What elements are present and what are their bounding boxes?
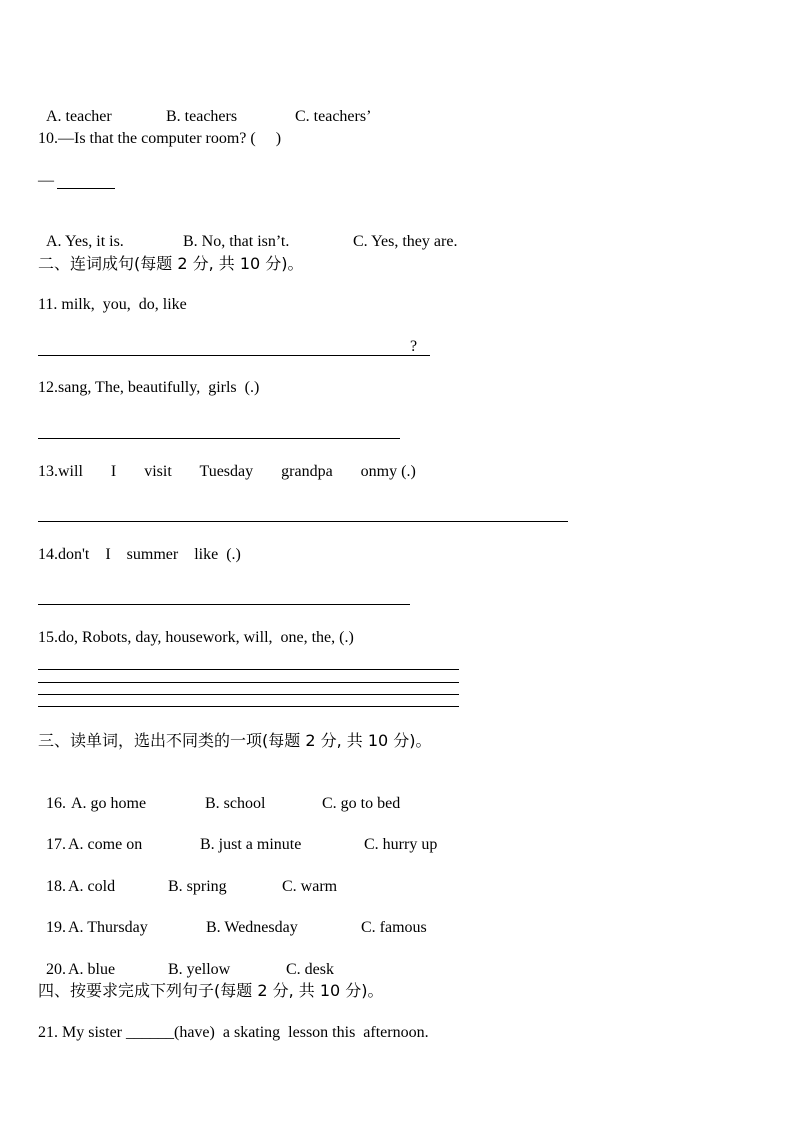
- q14-answer-line[interactable]: [38, 604, 410, 605]
- q10-option-b[interactable]: B. No, that isn’t.: [183, 233, 290, 250]
- q16-option-c[interactable]: C. go to bed: [322, 795, 401, 812]
- q17-option-a[interactable]: A. come on: [68, 836, 143, 853]
- q12-stem: 12.sang, The, beautifully, girls (.): [38, 379, 260, 396]
- q19-option-a[interactable]: A. Thursday: [68, 919, 148, 936]
- q12-answer-line[interactable]: [38, 438, 400, 439]
- section4-heading: 四、按要求完成下列句子(每题 2 分, 共 10 分)。: [38, 981, 384, 1000]
- q15-answer-line-2[interactable]: [38, 682, 459, 683]
- q19-option-b[interactable]: B. Wednesday: [206, 919, 298, 936]
- q21-blank[interactable]: ______: [126, 1024, 174, 1041]
- q21-after: (have) a skating lesson this afternoon.: [174, 1024, 429, 1041]
- q15-stem: 15.do, Robots, day, housework, will, one, the, (.): [38, 629, 354, 646]
- q10-option-c[interactable]: C. Yes, they are.: [353, 233, 458, 250]
- q13-stem: 13.will I visit Tuesday grandpa onmy (.): [38, 463, 416, 480]
- q18-number: 18.: [46, 878, 66, 895]
- q20-option-c[interactable]: C. desk: [286, 961, 334, 978]
- q17-option-b[interactable]: B. just a minute: [200, 836, 302, 853]
- q20-option-a[interactable]: A. blue: [68, 961, 116, 978]
- q17-number: 17.: [46, 836, 66, 853]
- q15-answer-line-1[interactable]: [38, 669, 459, 670]
- q10-answer-blank[interactable]: [57, 188, 115, 189]
- q18: [38, 857, 337, 897]
- q10-option-a[interactable]: A. Yes, it is.: [46, 233, 124, 250]
- q19: [38, 898, 427, 938]
- q9-option-c[interactable]: C. teachers’: [295, 108, 372, 125]
- q11-end-mark: ?: [410, 338, 418, 355]
- q16-option-b[interactable]: B. school: [205, 795, 266, 812]
- q15-answer-line-3[interactable]: [38, 694, 459, 695]
- q9-option-a[interactable]: A. teacher: [46, 108, 112, 125]
- q16: [38, 774, 400, 814]
- section3-heading: 三、读单词，选出不同类的一项(每题 2 分, 共 10 分)。: [38, 731, 432, 750]
- q17: [38, 815, 437, 855]
- q18-option-b[interactable]: B. spring: [168, 878, 227, 895]
- q11-stem: 11. milk, you, do, like: [38, 296, 187, 313]
- q10-stem: 10.—Is that the computer room? ( ): [38, 130, 282, 147]
- q21-before: 21. My sister: [38, 1024, 126, 1041]
- q19-option-c[interactable]: C. famous: [361, 919, 427, 936]
- q20: [38, 940, 334, 980]
- q19-number: 19.: [46, 919, 66, 936]
- section2-heading: 二、连词成句(每题 2 分, 共 10 分)。: [38, 254, 304, 273]
- q9-options: [38, 87, 371, 127]
- q16-option-a[interactable]: A. go home: [71, 795, 147, 812]
- q18-option-c[interactable]: C. warm: [282, 878, 338, 895]
- q14-stem: 14.don't I summer like (.): [38, 546, 241, 563]
- q18-option-a[interactable]: A. cold: [68, 878, 116, 895]
- q20-option-b[interactable]: B. yellow: [168, 961, 231, 978]
- q13-answer-line[interactable]: [38, 521, 568, 522]
- q17-option-c[interactable]: C. hurry up: [364, 836, 438, 853]
- q20-number: 20.: [46, 961, 66, 978]
- q10-answer-prefix: —: [38, 172, 54, 189]
- q21: [38, 1023, 429, 1043]
- q9-option-b[interactable]: B. teachers: [166, 108, 238, 125]
- q16-number: 16.: [46, 795, 66, 812]
- q11-answer-line[interactable]: [38, 355, 430, 356]
- q10-options: [38, 212, 457, 252]
- q15-answer-line-4[interactable]: [38, 706, 459, 707]
